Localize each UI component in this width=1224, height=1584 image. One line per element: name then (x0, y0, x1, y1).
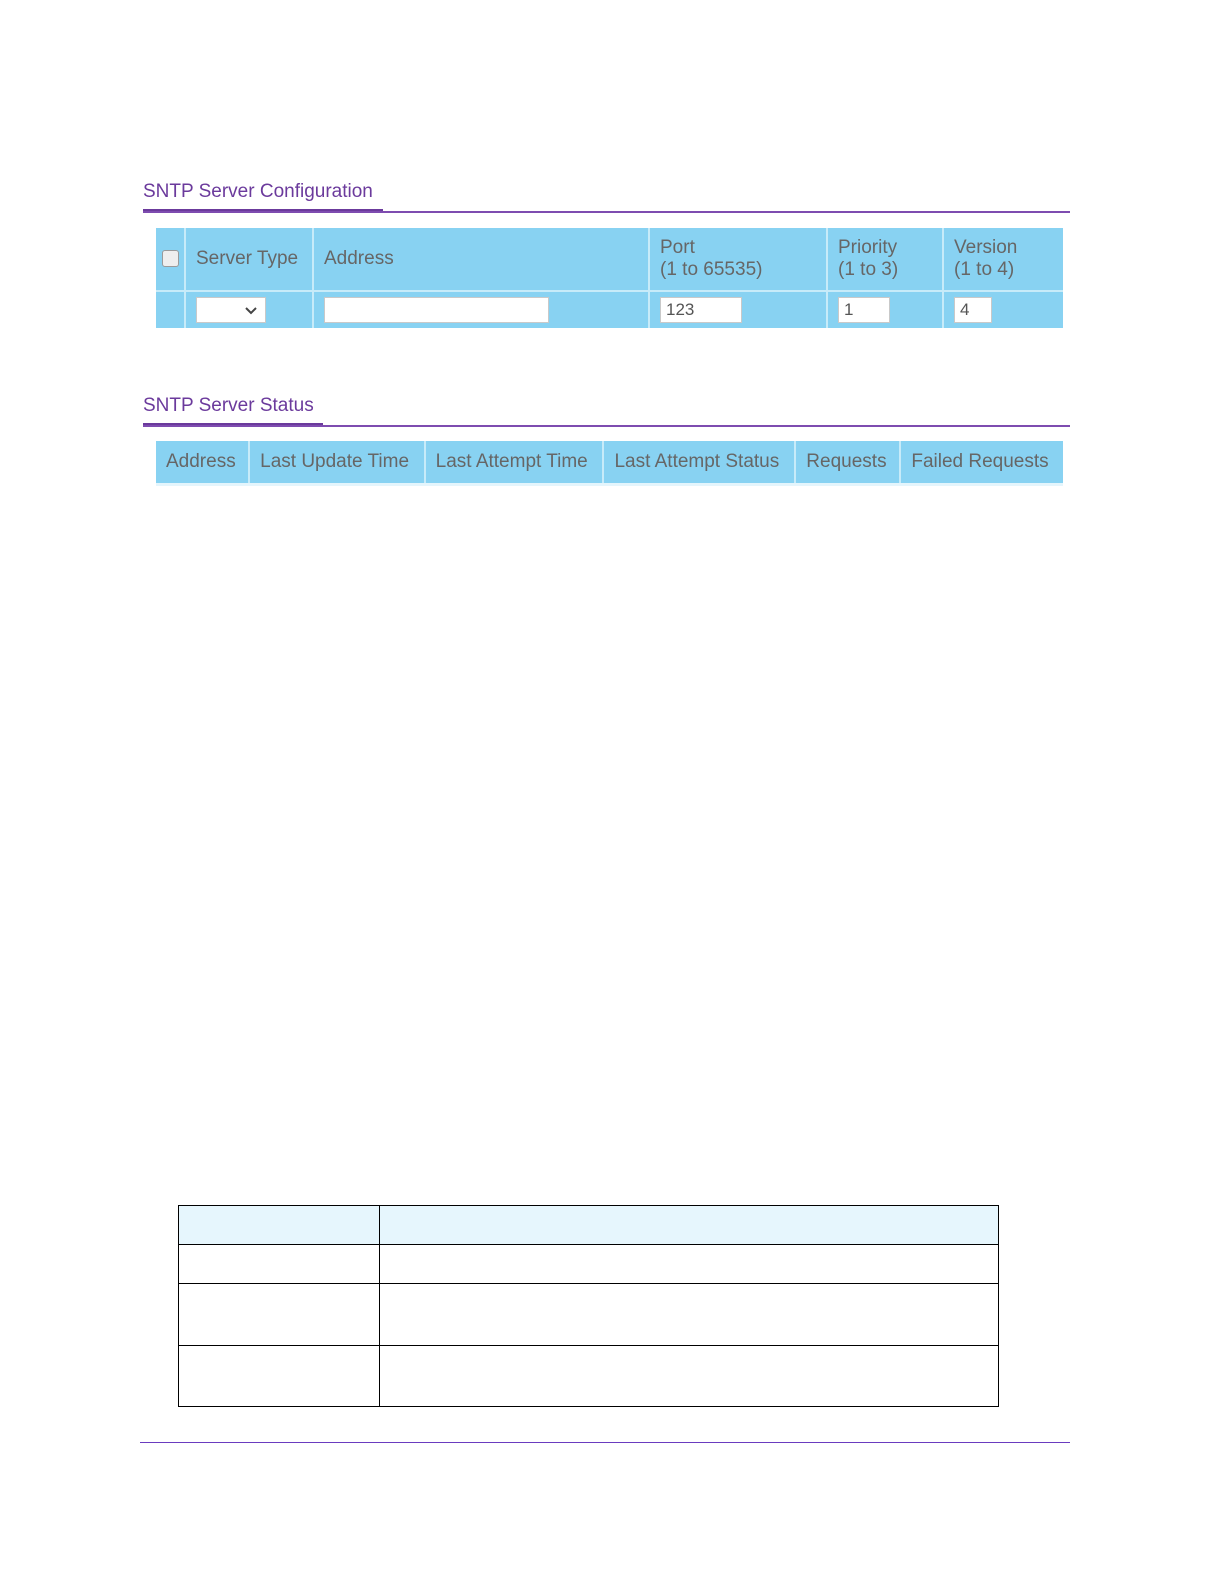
port-header-label: Port (660, 237, 695, 258)
row-select-cell (156, 290, 184, 328)
last-update-time-header: Last Update Time (248, 441, 424, 483)
priority-header-label: Priority (838, 237, 898, 258)
address-cell (312, 290, 648, 328)
config-input-row (156, 290, 1063, 328)
version-header (942, 228, 1063, 290)
doc-table-cell (380, 1284, 999, 1346)
field-description-table (178, 1205, 999, 1407)
port-cell (648, 290, 826, 328)
port-header (648, 228, 826, 290)
sntp-server-status-table (156, 441, 1063, 486)
port-header-range: (1 to 65535) (660, 259, 763, 280)
footer-divider (140, 1442, 1070, 1443)
doc-table-cell (179, 1245, 380, 1284)
priority-header-range: (1 to 3) (838, 259, 899, 280)
address-header: Address (312, 228, 648, 290)
status-address-header: Address (166, 451, 236, 472)
doc-table-cell (179, 1284, 380, 1346)
status-title-rule (143, 425, 1070, 427)
version-cell (942, 290, 1063, 328)
config-header-row (156, 228, 1063, 290)
version-header-range: (1 to 4) (954, 259, 1015, 280)
doc-table-row (179, 1284, 999, 1346)
priority-input[interactable]: 1 (838, 297, 890, 323)
version-input[interactable]: 4 (954, 297, 992, 323)
doc-table-cell (380, 1346, 999, 1407)
doc-table-row (179, 1346, 999, 1407)
server-type-select[interactable] (196, 297, 266, 323)
config-section-title: SNTP Server Configuration (143, 181, 373, 202)
status-header-row (156, 441, 1063, 483)
failed-requests-header: Failed Requests (899, 441, 1063, 483)
priority-cell (826, 290, 942, 328)
doc-table-cell (179, 1346, 380, 1407)
select-all-checkbox[interactable] (162, 250, 179, 267)
server-type-cell (184, 290, 312, 328)
sntp-server-config-table (156, 228, 1063, 328)
address-input[interactable] (324, 297, 549, 323)
chevron-down-icon (245, 307, 257, 315)
config-title-rule (143, 211, 1070, 213)
doc-table-row (179, 1245, 999, 1284)
doc-table-cell (380, 1245, 999, 1284)
port-input[interactable]: 123 (660, 297, 742, 323)
last-attempt-time-header: Last Attempt Time (424, 441, 603, 483)
status-section-title: SNTP Server Status (143, 395, 314, 416)
server-type-header: Server Type (184, 228, 312, 290)
requests-header: Requests (794, 441, 899, 483)
version-header-label: Version (954, 237, 1018, 258)
doc-table-cell (179, 1206, 380, 1245)
select-all-header (156, 228, 184, 290)
last-attempt-status-header: Last Attempt Status (602, 441, 794, 483)
doc-table-header-row (179, 1206, 999, 1245)
priority-header (826, 228, 942, 290)
doc-table-cell (380, 1206, 999, 1245)
